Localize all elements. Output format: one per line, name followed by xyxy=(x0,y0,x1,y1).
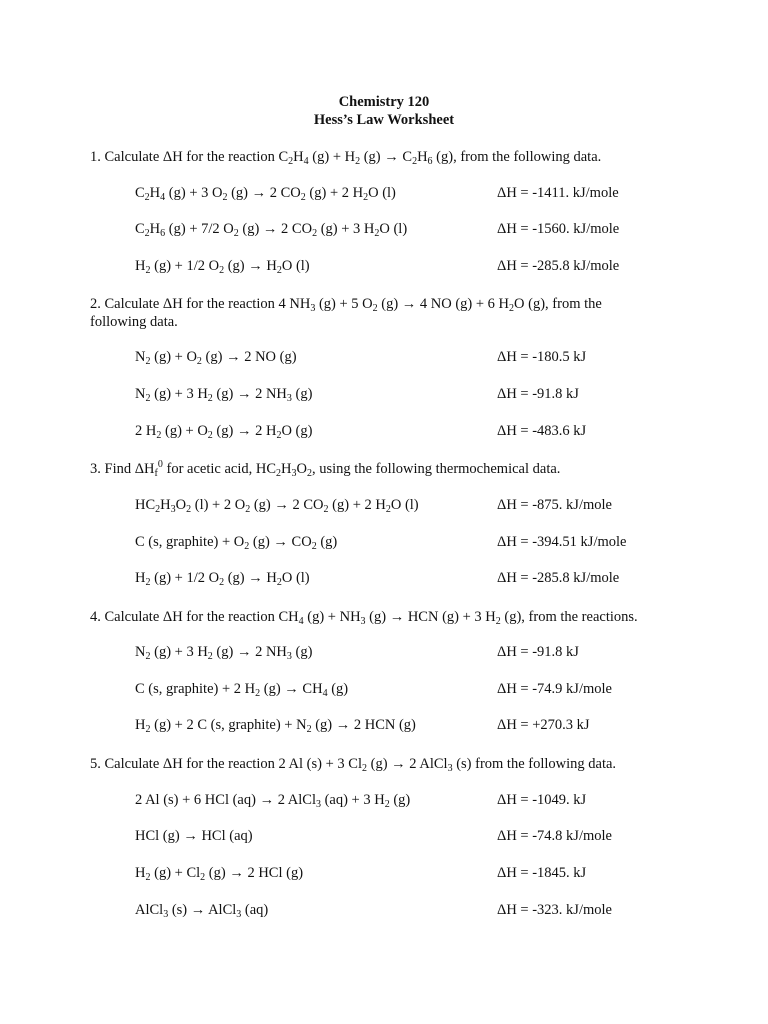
problem-2-reaction-1: $N_2$ $(g) + O_2$ (g) → 2 NO (g) xyxy=(135,349,297,367)
problem-4-reaction-1: $N_2$ (g) + 3 $H_2$ (g) → 2 $NH_3$ (g) xyxy=(135,644,313,662)
problem-2-reaction-2: $N_2$ (g) + 3 $H_2$ (g) → 2 $NH_3$ (g) xyxy=(135,386,313,404)
problem-5-reaction-2: HCl (g) → HCl (aq) xyxy=(135,828,253,844)
problem-5-enthalpy-3: ΔH = -1845. kJ xyxy=(497,865,587,881)
problem-5-prompt: 5. Calculate ΔH for the reaction 2 Al (s) + 3 $Cl_2$ (g) → 2 AlCl$_3$ (s) from the following data. xyxy=(90,756,617,774)
problem-4-reaction-3: $H_2$ (g) + 2 C (s, graphite) + $N_2$ (g) → 2 HCN (g) xyxy=(135,717,416,735)
problem-1-enthalpy-3: ΔH = -285.8 kJ/mole xyxy=(497,258,620,274)
problem-1-enthalpy-2: ΔH = -1560. kJ/mole xyxy=(497,221,620,237)
problem-3-reaction-1: $HC_2H_3O_2$ (l) + 2 $O_2$ (g) → 2 $CO_2$ (g) + 2 $H_2O$ (l) xyxy=(135,497,419,515)
problem-5-reaction-1: 2 Al (s) + 6 HCl (aq) → 2 AlCl$_3$ (aq) + 3 $H_2$ (g) xyxy=(135,792,411,810)
problem-4-prompt: 4. Calculate ΔH for the reaction $CH_4$ $(g) + NH_3$ (g) → HCN (g) + 3 $H_2$ (g), from the reactions. xyxy=(90,609,638,627)
problem-2-prompt: 2. Calculate ΔH for the reaction 4 $NH_3$ (g) + 5 $O_2$ (g) → 4 NO (g) + 6 $H_2O$ (g), from the following data. xyxy=(90,296,602,330)
problem-5-reaction-3: $H_2$ $(g) + Cl_2$ (g) → 2 HCl (g) xyxy=(135,865,304,883)
problem-4-enthalpy-1: ΔH = -91.8 kJ xyxy=(497,644,579,660)
problem-5-reaction-4: AlCl$_3$ (s) → AlCl$_3$ (aq) xyxy=(135,902,269,920)
problem-3-prompt: 3. Find $\Delta H_f^0$ for acetic acid, $HC_2H_3O_2$, using the following thermochemical data. xyxy=(90,459,561,479)
problem-1-reaction-2: $C_2H_6$ (g) + 7/2 $O_2$ (g) → 2 $CO_2$ (g) + 3 $H_2O$ (l) xyxy=(135,221,408,239)
problem-2-enthalpy-1: ΔH = -180.5 kJ xyxy=(497,349,587,365)
problem-2-enthalpy-3: ΔH = -483.6 kJ xyxy=(497,423,587,439)
problem-5-enthalpy-2: ΔH = -74.8 kJ/mole xyxy=(497,828,612,844)
problem-3-enthalpy-2: ΔH = -394.51 kJ/mole xyxy=(497,534,627,550)
problem-3-enthalpy-3: ΔH = -285.8 kJ/mole xyxy=(497,570,620,586)
problem-1-prompt: 1. Calculate ΔH for the reaction $C_2H_4$ $(g) + H_2$ $(g) \to C_2H_6$ (g), from the following data. xyxy=(90,149,602,167)
problem-2-enthalpy-2: ΔH = -91.8 kJ xyxy=(497,386,579,402)
problem-4-reaction-2: C (s, graphite) + 2 $H_2$ $(g) \to CH_4$ (g) xyxy=(135,681,349,699)
worksheet-title: Hess’s Law Worksheet xyxy=(313,112,455,128)
problem-2-reaction-3: 2 $H_2$ $(g) + O_2$ (g) → 2 $H_2O$ (g) xyxy=(135,423,313,441)
problem-5-enthalpy-4: ΔH = -323. kJ/mole xyxy=(497,902,612,918)
problem-4-enthalpy-2: ΔH = -74.9 kJ/mole xyxy=(497,681,612,697)
problem-1-reaction-3: $H_2$ (g) + 1/2 $O_2$ $(g) \to H_2O$ (l) xyxy=(135,258,310,276)
problem-3-reaction-2: C (s, graphite) + $O_2$ $(g) \to CO_2$ (g) xyxy=(135,534,338,552)
problem-1-reaction-1: $C_2H_4$ (g) + 3 $O_2$ (g) → 2 $CO_2$ (g) + 2 $H_2O$ (l) xyxy=(135,185,396,203)
problem-5-enthalpy-1: ΔH = -1049. kJ xyxy=(497,792,587,808)
course-title: Chemistry 120 xyxy=(338,94,430,110)
problem-1-enthalpy-1: ΔH = -1411. kJ/mole xyxy=(497,185,619,201)
problem-4-enthalpy-3: ΔH = +270.3 kJ xyxy=(497,717,590,733)
problem-3-reaction-3: $H_2$ (g) + 1/2 $O_2$ $(g) \to H_2O$ (l) xyxy=(135,570,310,588)
problem-3-enthalpy-1: ΔH = -875. kJ/mole xyxy=(497,497,612,513)
